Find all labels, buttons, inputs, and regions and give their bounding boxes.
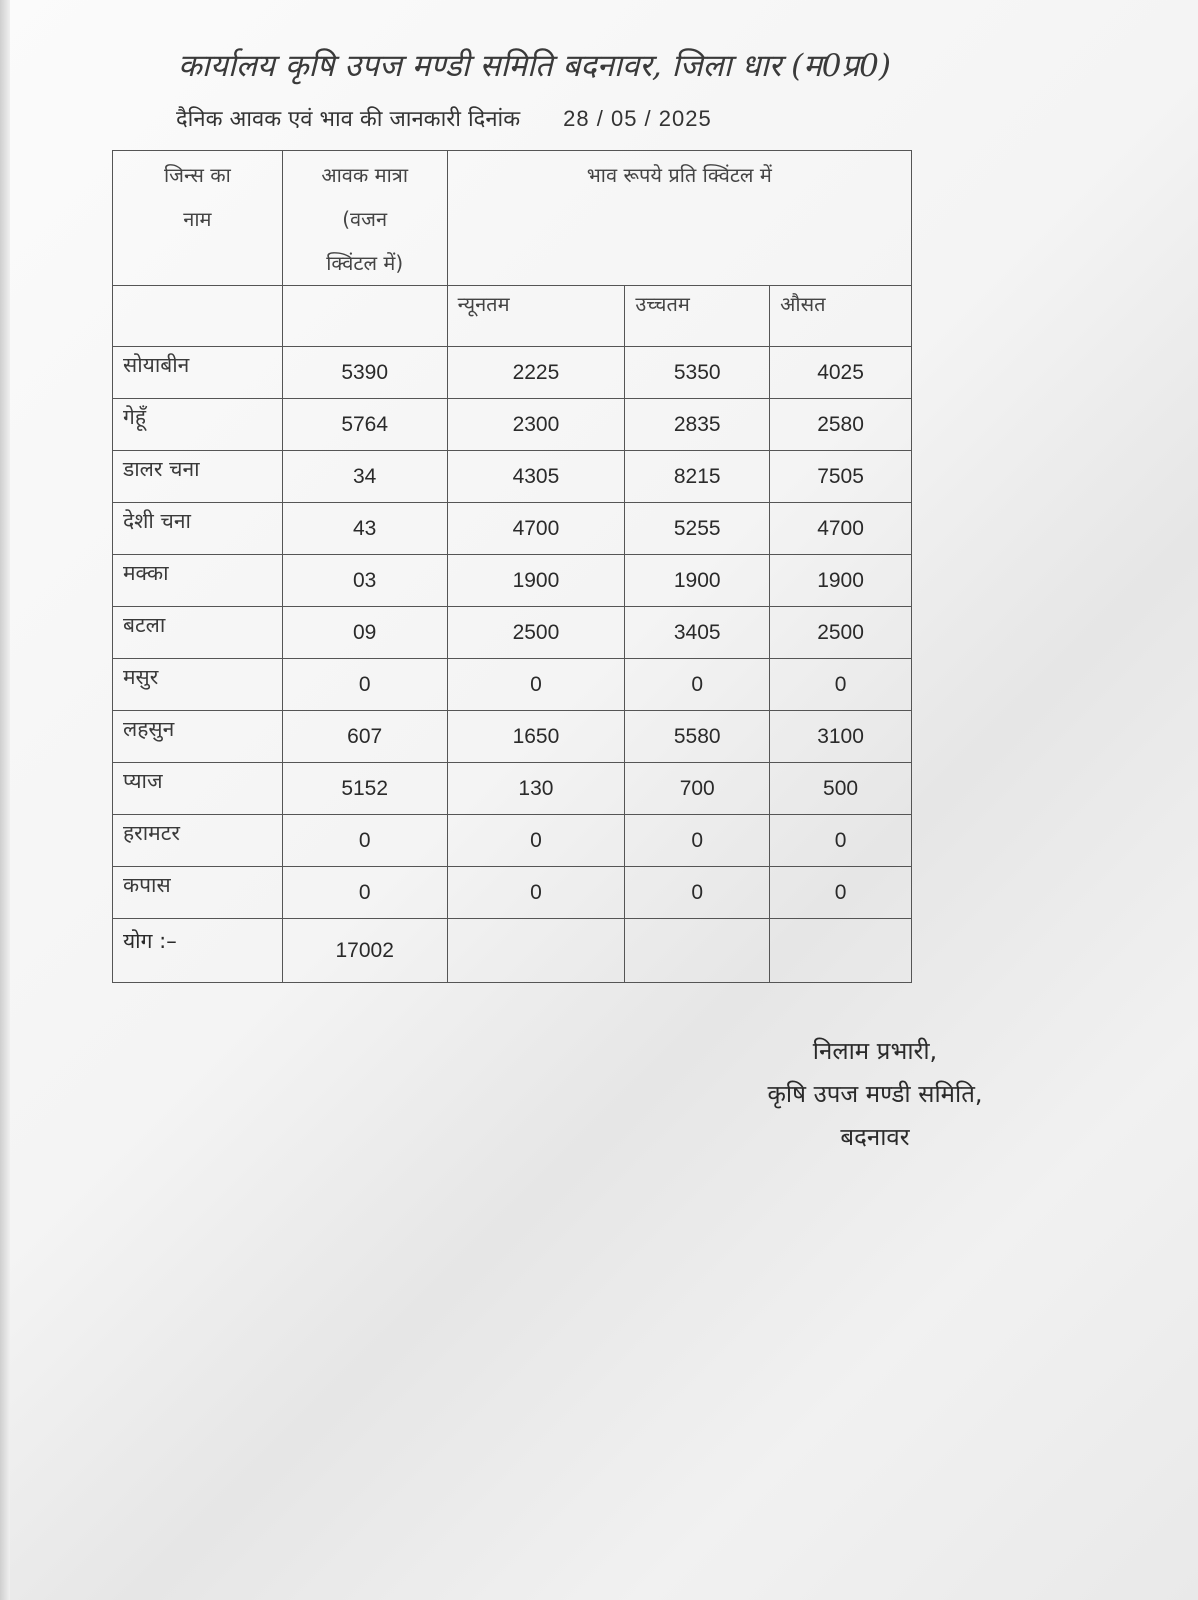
table-row xyxy=(113,607,912,659)
cell-qty: 607 xyxy=(282,711,447,763)
cell-avg: 4025 xyxy=(770,347,912,399)
table-subheader-row xyxy=(113,286,912,347)
cell-max: 0 xyxy=(625,867,770,919)
header-qty-line2: (वजन xyxy=(342,207,388,231)
cell-name: बटला xyxy=(113,607,283,659)
header-commodity-line2: नाम xyxy=(183,207,212,231)
header-price: भाव रूपये प्रति क्विंटल में xyxy=(447,151,911,286)
report-date: 28 / 05 / 2025 xyxy=(563,106,712,131)
cell-name: गेहूँ xyxy=(113,399,283,451)
report-subtitle xyxy=(176,103,712,133)
price-table-container xyxy=(112,150,912,983)
cell-qty: 43 xyxy=(282,503,447,555)
cell-max: 0 xyxy=(625,659,770,711)
table-row xyxy=(113,763,912,815)
cell-name: प्याज xyxy=(113,763,283,815)
cell-avg: 0 xyxy=(770,659,912,711)
signature-line-1: निलाम प्रभारी, xyxy=(812,1037,938,1065)
cell-avg: 4700 xyxy=(770,503,912,555)
subheader-max: उच्चतम xyxy=(625,286,770,347)
cell-qty: 03 xyxy=(282,555,447,607)
table-row xyxy=(113,399,912,451)
total-empty-2 xyxy=(625,919,770,983)
cell-min: 4700 xyxy=(447,503,625,555)
total-qty: 17002 xyxy=(282,919,447,983)
cell-qty: 5764 xyxy=(282,399,447,451)
cell-qty: 0 xyxy=(282,659,447,711)
table-total-row xyxy=(113,919,912,983)
cell-max: 3405 xyxy=(625,607,770,659)
cell-avg: 7505 xyxy=(770,451,912,503)
cell-min: 0 xyxy=(447,659,625,711)
cell-min: 1650 xyxy=(447,711,625,763)
signature-line-3: बदनावर xyxy=(840,1123,910,1151)
price-table xyxy=(112,150,912,983)
table-row xyxy=(113,711,912,763)
cell-avg: 2580 xyxy=(770,399,912,451)
total-empty-3 xyxy=(770,919,912,983)
cell-max: 1900 xyxy=(625,555,770,607)
cell-max: 700 xyxy=(625,763,770,815)
paper-edge xyxy=(0,0,10,1600)
cell-name: कपास xyxy=(113,867,283,919)
table-row xyxy=(113,451,912,503)
subtitle-text: दैनिक आवक एवं भाव की जानकारी दिनांक xyxy=(176,107,521,132)
signature-block xyxy=(735,1030,1015,1159)
cell-qty: 0 xyxy=(282,867,447,919)
cell-name: मसुर xyxy=(113,659,283,711)
header-commodity-line1: जिन्स का xyxy=(163,163,231,187)
header-qty-line1: आवक मात्रा xyxy=(321,163,408,187)
cell-name: मक्का xyxy=(113,555,283,607)
office-title: कार्यालय कृषि उपज मण्डी समिति बदनावर, जिला धार (म0प्र0) xyxy=(178,48,891,84)
cell-min: 0 xyxy=(447,815,625,867)
table-body xyxy=(113,347,912,919)
total-label: योग :– xyxy=(113,919,283,983)
cell-avg: 500 xyxy=(770,763,912,815)
cell-min: 2300 xyxy=(447,399,625,451)
total-empty-1 xyxy=(447,919,625,983)
table-row xyxy=(113,867,912,919)
cell-qty: 34 xyxy=(282,451,447,503)
cell-name: सोयाबीन xyxy=(113,347,283,399)
cell-avg: 0 xyxy=(770,815,912,867)
cell-qty: 5152 xyxy=(282,763,447,815)
header-arrival-qty xyxy=(282,151,447,286)
signature-line-2: कृषि उपज मण्डी समिति, xyxy=(767,1080,983,1108)
cell-max: 5580 xyxy=(625,711,770,763)
cell-max: 5255 xyxy=(625,503,770,555)
table-row xyxy=(113,659,912,711)
subheader-min: न्यूनतम xyxy=(447,286,625,347)
cell-min: 2500 xyxy=(447,607,625,659)
cell-avg: 1900 xyxy=(770,555,912,607)
cell-name: देशी चना xyxy=(113,503,283,555)
cell-name: डालर चना xyxy=(113,451,283,503)
cell-min: 130 xyxy=(447,763,625,815)
subheader-avg: औसत xyxy=(770,286,912,347)
cell-avg: 3100 xyxy=(770,711,912,763)
cell-min: 0 xyxy=(447,867,625,919)
subheader-empty-1 xyxy=(113,286,283,347)
cell-min: 1900 xyxy=(447,555,625,607)
cell-max: 8215 xyxy=(625,451,770,503)
table-header-row xyxy=(113,151,912,286)
cell-max: 5350 xyxy=(625,347,770,399)
subheader-empty-2 xyxy=(282,286,447,347)
header-qty-line3: क्विंटल में) xyxy=(326,251,404,275)
table-row xyxy=(113,503,912,555)
cell-max: 0 xyxy=(625,815,770,867)
cell-qty: 0 xyxy=(282,815,447,867)
cell-max: 2835 xyxy=(625,399,770,451)
cell-qty: 09 xyxy=(282,607,447,659)
cell-avg: 0 xyxy=(770,867,912,919)
cell-min: 4305 xyxy=(447,451,625,503)
cell-qty: 5390 xyxy=(282,347,447,399)
header-commodity xyxy=(113,151,283,286)
cell-name: हरामटर xyxy=(113,815,283,867)
cell-avg: 2500 xyxy=(770,607,912,659)
table-row xyxy=(113,555,912,607)
table-row xyxy=(113,347,912,399)
table-row xyxy=(113,815,912,867)
cell-min: 2225 xyxy=(447,347,625,399)
cell-name: लहसुन xyxy=(113,711,283,763)
